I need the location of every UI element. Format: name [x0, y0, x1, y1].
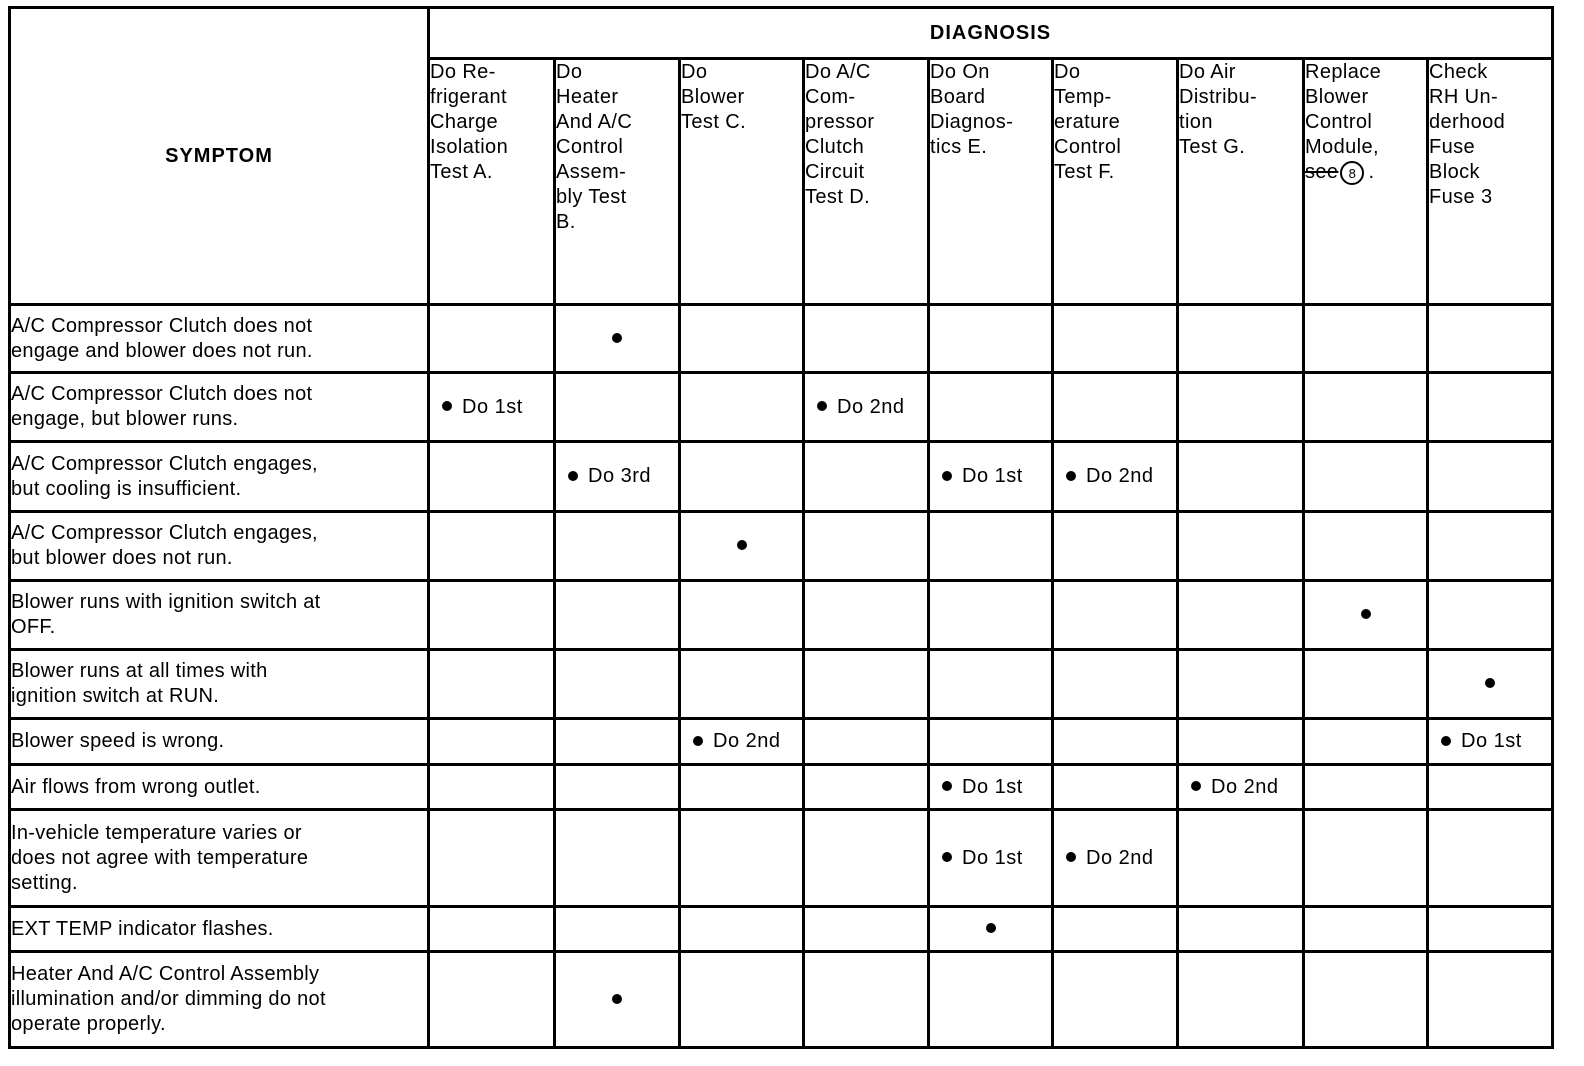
order-text: Do 2nd — [1086, 846, 1154, 869]
diagnosis-column-header — [929, 59, 1053, 305]
column-header-line: Control — [1305, 111, 1373, 133]
column-header-line: RH Un- — [1429, 86, 1499, 108]
bullet-dot-icon — [817, 401, 827, 411]
bullet-dot-icon — [1441, 736, 1451, 746]
diagnosis-cell — [1178, 765, 1304, 810]
diagnosis-cell — [1178, 810, 1304, 907]
symptom-cell — [10, 650, 429, 719]
diagnosis-cell — [1428, 373, 1553, 442]
diagnosis-cell — [1178, 650, 1304, 719]
diagnosis-cell — [1304, 907, 1428, 952]
diagnosis-cell — [680, 373, 804, 442]
column-header-line: Blower — [681, 86, 745, 108]
column-header-line: Do — [556, 61, 583, 83]
table-row — [10, 512, 1553, 581]
symptom-text-line: ignition switch at RUN. — [11, 685, 220, 707]
diagnosis-cell — [429, 581, 555, 650]
diagnosis-cell — [1053, 765, 1178, 810]
table-row — [10, 650, 1553, 719]
symptom-text-line: EXT TEMP indicator flashes. — [11, 917, 274, 940]
column-header-line: Check — [1429, 61, 1488, 83]
diagnosis-column-header — [804, 59, 929, 305]
diagnosis-cell — [1178, 305, 1304, 373]
diagnosis-cell — [555, 765, 680, 810]
column-header-line: Circuit — [805, 161, 865, 183]
bullet-marker — [930, 918, 1051, 941]
diagnosis-cell — [929, 952, 1053, 1048]
diagnosis-cell — [555, 581, 680, 650]
diagnosis-cell — [429, 952, 555, 1048]
diagnosis-cell — [929, 305, 1053, 373]
diagnosis-cell — [680, 650, 804, 719]
column-header-line: B. — [556, 211, 576, 233]
diagnosis-cell — [429, 907, 555, 952]
column-header-line: Do — [1054, 61, 1081, 83]
diagnosis-cell — [929, 810, 1053, 907]
order-marker — [556, 465, 651, 488]
table-row — [10, 442, 1553, 512]
diagnosis-cell — [1053, 952, 1178, 1048]
order-text: Do 2nd — [837, 395, 905, 418]
diagnosis-cell — [929, 442, 1053, 512]
symptom-cell — [10, 373, 429, 442]
diagnosis-cell — [1053, 305, 1178, 373]
diagnosis-cell — [1053, 442, 1178, 512]
diagnosis-cell — [929, 650, 1053, 719]
column-header-line: Board — [930, 86, 986, 108]
column-header-line: Blower — [1305, 86, 1369, 108]
symptom-text-line: does not agree with temperature — [11, 846, 309, 869]
bullet-dot-icon — [1066, 471, 1076, 481]
diagnosis-cell — [1053, 650, 1178, 719]
order-text: Do 2nd — [713, 730, 781, 752]
diagnosis-cell — [804, 512, 929, 581]
diagnosis-cell — [680, 581, 804, 650]
bullet-marker — [556, 988, 678, 1011]
symptom-text-line: A/C Compressor Clutch does not — [11, 314, 313, 337]
table-row — [10, 810, 1553, 907]
diagnosis-cell — [1428, 719, 1553, 765]
diagnosis-cell — [1304, 581, 1428, 650]
symptom-text-line: In-vehicle temperature varies or — [11, 821, 302, 844]
diagnosis-header: DIAGNOSIS — [429, 8, 1553, 59]
diagnosis-cell — [680, 442, 804, 512]
diagnosis-cell — [1428, 581, 1553, 650]
symptom-cell — [10, 765, 429, 810]
diagnosis-cell — [1428, 907, 1553, 952]
order-text: Do 1st — [1461, 730, 1522, 752]
column-header-line: Control — [1054, 136, 1122, 158]
diagnosis-cell — [929, 765, 1053, 810]
diagnosis-cell — [680, 305, 804, 373]
bullet-dot-icon — [1191, 781, 1201, 791]
order-text: Do 1st — [962, 846, 1023, 869]
column-header-line: tics E. — [930, 136, 988, 158]
diagnosis-cell — [1304, 373, 1428, 442]
diagnosis-cell — [1053, 907, 1178, 952]
table-row — [10, 719, 1553, 765]
diagnosis-cell — [804, 373, 929, 442]
diagnosis-cell — [680, 719, 804, 765]
diagnosis-cell — [1428, 650, 1553, 719]
diagnosis-cell — [680, 907, 804, 952]
diagnosis-cell — [429, 373, 555, 442]
column-header-line: Fuse 3 — [1429, 186, 1493, 208]
column-header-line: frigerant — [430, 86, 507, 108]
diagnosis-cell — [929, 907, 1053, 952]
order-marker — [805, 396, 905, 419]
column-header-line: derhood — [1429, 111, 1506, 133]
symptom-text-line: engage, but blower runs. — [11, 408, 239, 430]
symptom-text-line: A/C Compressor Clutch does not — [11, 383, 313, 405]
bullet-marker — [681, 535, 802, 558]
table-row — [10, 907, 1553, 952]
diagnosis-cell — [804, 765, 929, 810]
bullet-dot-icon — [1066, 852, 1076, 862]
table-row — [10, 952, 1553, 1048]
column-header-line: Heater — [556, 86, 619, 108]
order-marker — [1054, 847, 1154, 870]
column-header-line: Test A. — [430, 161, 493, 183]
diagnosis-cell — [429, 650, 555, 719]
order-marker — [681, 730, 781, 753]
diagnosis-cell — [1178, 719, 1304, 765]
diagnosis-cell — [555, 512, 680, 581]
diagnosis-cell — [555, 952, 680, 1048]
diagnosis-cell — [429, 810, 555, 907]
bullet-dot-icon — [942, 471, 952, 481]
symptom-cell — [10, 952, 429, 1048]
column-header-line: Diagnos- — [930, 111, 1014, 133]
diagnosis-cell — [555, 305, 680, 373]
diagnosis-cell — [1428, 765, 1553, 810]
symptom-header: SYMPTOM — [10, 8, 429, 305]
column-header-line: Do A/C — [805, 61, 871, 83]
bullet-dot-icon — [1361, 609, 1371, 619]
symptom-text-line: but cooling is insufficient. — [11, 477, 242, 500]
symptom-cell — [10, 512, 429, 581]
diagnosis-cell — [1304, 442, 1428, 512]
symptom-text-line: OFF. — [11, 616, 56, 638]
table-row — [10, 373, 1553, 442]
column-header-line: Test F. — [1054, 161, 1115, 183]
see-reference-line — [1305, 160, 1426, 185]
bullet-dot-icon — [737, 540, 747, 550]
column-header-line: Do On — [930, 61, 990, 83]
circled-reference-number: 8 — [1340, 161, 1364, 185]
column-header-line: tion — [1179, 111, 1213, 133]
bullet-dot-icon — [942, 781, 952, 791]
diagnosis-cell — [1304, 719, 1428, 765]
diagnosis-cell — [1053, 810, 1178, 907]
order-marker — [930, 465, 1023, 488]
bullet-dot-icon — [1485, 678, 1495, 688]
symptom-text-line: Blower runs with ignition switch at — [11, 591, 321, 613]
diagnosis-cell — [429, 305, 555, 373]
order-text: Do 2nd — [1211, 775, 1279, 798]
symptom-text-line: Blower runs at all times with — [11, 660, 268, 682]
diagnosis-cell — [1428, 512, 1553, 581]
diagnosis-cell — [929, 719, 1053, 765]
symptom-cell — [10, 810, 429, 907]
diagnosis-cell — [1304, 765, 1428, 810]
table-row — [10, 581, 1553, 650]
diagnosis-cell — [555, 650, 680, 719]
order-marker — [1054, 465, 1154, 488]
column-header-line: Isolation — [430, 136, 509, 158]
symptom-cell — [10, 719, 429, 765]
bullet-dot-icon — [612, 994, 622, 1004]
diagnosis-cell — [429, 719, 555, 765]
diagnosis-table — [8, 6, 1554, 1049]
diagnosis-cell — [1304, 810, 1428, 907]
column-header-line: Module, — [1305, 136, 1379, 158]
diagnosis-cell — [429, 442, 555, 512]
diagnosis-cell — [1178, 952, 1304, 1048]
bullet-marker — [556, 327, 678, 350]
table-row — [10, 765, 1553, 810]
diagnosis-cell — [1178, 442, 1304, 512]
diagnosis-cell — [804, 810, 929, 907]
order-text: Do 3rd — [588, 465, 652, 487]
diagnosis-cell — [680, 512, 804, 581]
diagnosis-cell — [804, 952, 929, 1048]
order-marker — [1429, 730, 1522, 753]
order-text: Do 2nd — [1086, 465, 1154, 487]
diagnosis-cell — [804, 650, 929, 719]
diagnosis-cell — [929, 512, 1053, 581]
bullet-dot-icon — [568, 471, 578, 481]
reference-suffix: . — [1368, 161, 1375, 183]
diagnosis-column-header — [429, 59, 555, 305]
column-header-line: pressor — [805, 111, 875, 133]
column-header-line: And A/C — [556, 111, 633, 133]
diagnosis-column-header — [1304, 59, 1428, 305]
diagnosis-cell — [1428, 810, 1553, 907]
symptom-cell — [10, 907, 429, 952]
column-header-line: Do Re- — [430, 61, 496, 83]
see-text: see — [1305, 161, 1339, 183]
diagnosis-column-header — [1053, 59, 1178, 305]
bullet-dot-icon — [693, 736, 703, 746]
header-row — [10, 8, 1553, 59]
diagnosis-cell — [1304, 952, 1428, 1048]
order-text: Do 1st — [962, 775, 1023, 798]
column-header-line: Temp- — [1054, 86, 1112, 108]
diagnosis-cell — [1178, 512, 1304, 581]
symptom-text-line: A/C Compressor Clutch engages, — [11, 452, 318, 475]
order-text: Do 1st — [962, 465, 1023, 487]
column-header-line: Charge — [430, 111, 498, 133]
diagnosis-cell — [1304, 305, 1428, 373]
diagnosis-cell — [429, 765, 555, 810]
bullet-dot-icon — [612, 333, 622, 343]
diagnosis-cell — [804, 907, 929, 952]
bullet-dot-icon — [942, 852, 952, 862]
column-header-line: Control — [556, 136, 624, 158]
symptom-cell — [10, 305, 429, 373]
column-header-line: Clutch — [805, 136, 865, 158]
column-header-line: Do — [681, 61, 708, 83]
diagnosis-cell — [1304, 512, 1428, 581]
diagnosis-cell — [929, 581, 1053, 650]
diagnosis-cell — [1178, 373, 1304, 442]
column-header-line: Fuse — [1429, 136, 1476, 158]
diagnosis-cell — [1428, 442, 1553, 512]
diagnosis-cell — [555, 442, 680, 512]
diagnosis-cell — [680, 952, 804, 1048]
symptom-text-line: Air flows from wrong outlet. — [11, 775, 261, 798]
column-header-line: bly Test — [556, 186, 627, 208]
diagnosis-cell — [1178, 907, 1304, 952]
diagnosis-cell — [680, 810, 804, 907]
diagnosis-cell — [1053, 719, 1178, 765]
column-header-line: Com- — [805, 86, 856, 108]
diagnosis-column-header — [555, 59, 680, 305]
diagnosis-cell — [804, 719, 929, 765]
diagnosis-cell — [804, 305, 929, 373]
column-header-line: Test D. — [805, 186, 871, 208]
bullet-dot-icon — [442, 401, 452, 411]
column-header-line: Do Air — [1179, 61, 1236, 83]
symptom-cell — [10, 581, 429, 650]
diagnosis-cell — [804, 442, 929, 512]
diagnosis-cell — [555, 719, 680, 765]
diagnosis-column-header — [1428, 59, 1553, 305]
column-header-line: Test G. — [1179, 136, 1246, 158]
diagnosis-column-header — [1178, 59, 1304, 305]
diagnosis-cell — [1428, 305, 1553, 373]
diagnosis-cell — [680, 765, 804, 810]
symptom-cell — [10, 442, 429, 512]
symptom-text-line: A/C Compressor Clutch engages, — [11, 522, 318, 544]
diagnosis-cell — [555, 810, 680, 907]
diagnosis-cell — [929, 373, 1053, 442]
diagnosis-cell — [1304, 650, 1428, 719]
symptom-text-line: Heater And A/C Control Assembly — [11, 963, 320, 985]
column-header-line: erature — [1054, 111, 1121, 133]
order-marker — [930, 847, 1023, 870]
diagnosis-column-header — [680, 59, 804, 305]
diagnosis-cell — [1428, 952, 1553, 1048]
diagnosis-cell — [804, 581, 929, 650]
table-row — [10, 305, 1553, 373]
diagnosis-cell — [429, 512, 555, 581]
symptom-text-line: setting. — [11, 871, 78, 894]
symptom-text-line: engage and blower does not run. — [11, 339, 313, 362]
column-header-line: Assem- — [556, 161, 627, 183]
bullet-marker — [1305, 604, 1426, 627]
symptom-text-line: Blower speed is wrong. — [11, 730, 225, 752]
order-marker — [1179, 776, 1279, 799]
diagnosis-cell — [555, 373, 680, 442]
column-header-line: Distribu- — [1179, 86, 1258, 108]
column-header-line: Replace — [1305, 61, 1382, 83]
symptom-text-line: illumination and/or dimming do not — [11, 988, 326, 1010]
column-header-line: Test C. — [681, 111, 747, 133]
symptom-text-line: but blower does not run. — [11, 547, 233, 569]
diagnosis-cell — [1053, 581, 1178, 650]
order-text: Do 1st — [462, 395, 523, 418]
diagnosis-cell — [1053, 373, 1178, 442]
diagnosis-cell — [555, 907, 680, 952]
bullet-marker — [1429, 673, 1551, 696]
order-marker — [430, 396, 523, 419]
symptom-text-line: operate properly. — [11, 1013, 166, 1035]
diagnosis-cell — [1178, 581, 1304, 650]
diagnosis-cell — [1053, 512, 1178, 581]
order-marker — [930, 776, 1023, 799]
column-header-line: Block — [1429, 161, 1480, 183]
bullet-dot-icon — [986, 923, 996, 933]
